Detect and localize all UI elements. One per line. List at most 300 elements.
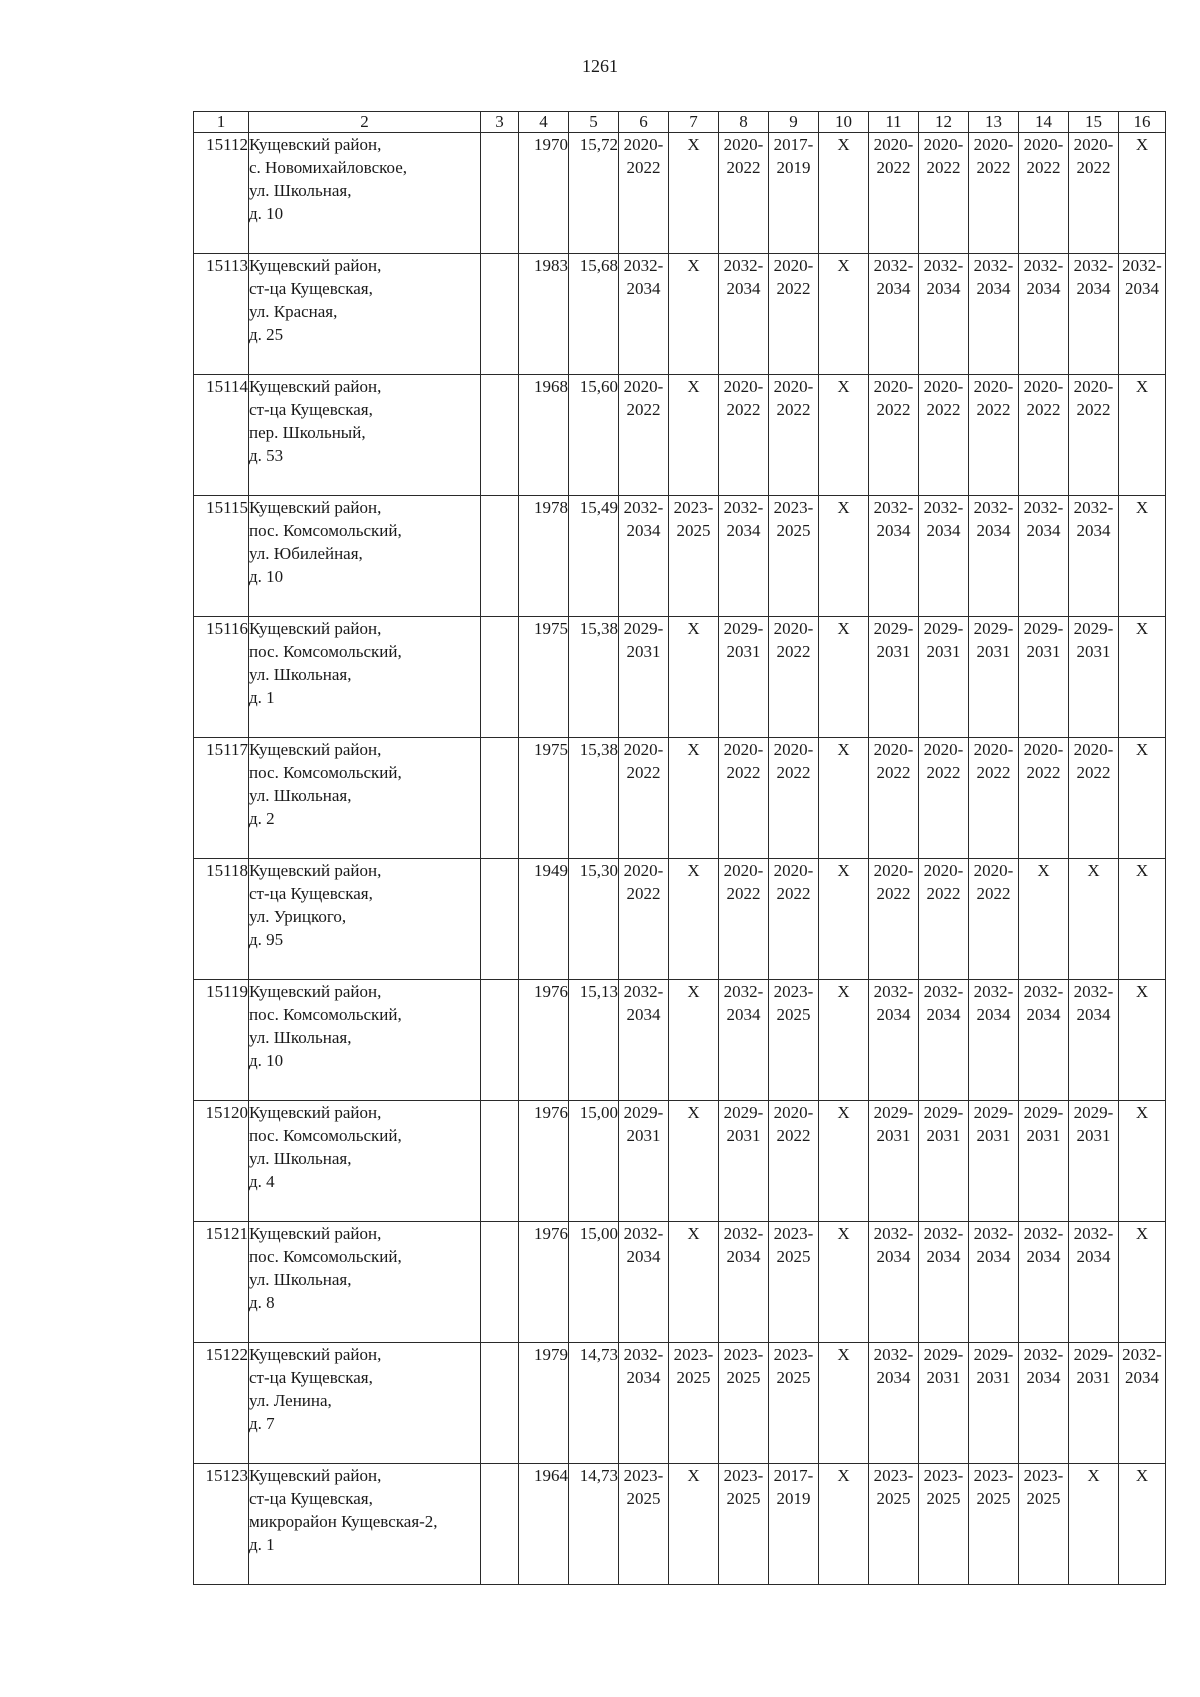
period-part: 2020-: [773, 619, 814, 638]
period-part: 2034: [976, 279, 1011, 298]
period-cell-col11: [869, 375, 919, 496]
period-part: 2020-: [973, 135, 1014, 154]
period-part: X: [1087, 861, 1100, 880]
col3-cell: [481, 496, 519, 617]
period-part: X: [1135, 1224, 1149, 1243]
value-cell: 15,00: [569, 1222, 619, 1343]
address-line: ул. Красная,: [249, 302, 338, 321]
period-part: 2019: [776, 1489, 811, 1508]
address-cell: [249, 1343, 481, 1464]
address-line: д. 7: [249, 1414, 275, 1433]
period-cell-col16: [1119, 375, 1166, 496]
period-part: 2020-: [1023, 135, 1064, 154]
period-cell-col16: [1119, 254, 1166, 375]
value-cell: 15,30: [569, 859, 619, 980]
period-part: 2025: [776, 1247, 811, 1266]
period-part: 2032-: [623, 1345, 664, 1364]
period-cell-col9: [769, 617, 819, 738]
row-number: 15119: [194, 980, 249, 1101]
period-part: 2023-: [1023, 1466, 1064, 1485]
period-cell-col12: [919, 254, 969, 375]
period-cell-col7: [669, 1464, 719, 1585]
row-number: 15113: [194, 254, 249, 375]
period-cell-col6: [619, 1222, 669, 1343]
value-cell: 15,13: [569, 980, 619, 1101]
period-part: 2022: [926, 158, 961, 177]
address-cell: [249, 375, 481, 496]
period-part: X: [837, 377, 850, 396]
period-cell-col10: [819, 1464, 869, 1585]
address-cell: [249, 1464, 481, 1585]
period-part: X: [687, 619, 700, 638]
period-part: 2023-: [723, 1345, 764, 1364]
period-part: 2020-: [723, 377, 764, 396]
period-cell-col10: [819, 254, 869, 375]
address-line: д. 4: [249, 1172, 275, 1191]
period-part: 2022: [976, 400, 1011, 419]
period-part: 2023-: [923, 1466, 964, 1485]
year-cell: 1975: [519, 738, 569, 859]
period-cell-col8: [719, 1464, 769, 1585]
period-part: 2022: [626, 763, 661, 782]
period-cell-col15: [1069, 254, 1119, 375]
period-part: 2031: [1076, 1126, 1111, 1145]
col3-cell: [481, 980, 519, 1101]
period-part: X: [837, 1224, 850, 1243]
period-part: 2022: [626, 884, 661, 903]
period-part: 2025: [726, 1368, 761, 1387]
period-cell-col14: [1019, 375, 1069, 496]
year-cell: 1979: [519, 1343, 569, 1464]
period-cell-col7: [669, 375, 719, 496]
period-cell-col6: [619, 1343, 669, 1464]
period-part: 2029-: [1073, 1103, 1114, 1122]
period-part: 2022: [876, 400, 911, 419]
period-part: 2034: [876, 1247, 911, 1266]
period-part: 2022: [976, 158, 1011, 177]
table-row: [194, 980, 1166, 1101]
period-part: 2022: [776, 279, 811, 298]
address-line: Кущевский район,: [249, 498, 382, 517]
period-part: X: [837, 1345, 850, 1364]
period-cell-col6: [619, 254, 669, 375]
period-cell-col16: [1119, 496, 1166, 617]
period-cell-col7: [669, 496, 719, 617]
period-part: 2023-: [773, 982, 814, 1001]
period-part: 2032-: [1023, 498, 1064, 517]
address-line: Кущевский район,: [249, 1103, 382, 1122]
period-cell-col9: [769, 1222, 819, 1343]
period-cell-col12: [919, 1101, 969, 1222]
period-cell-col12: [919, 980, 969, 1101]
period-cell-col12: [919, 617, 969, 738]
period-cell-col11: [869, 859, 919, 980]
period-cell-col8: [719, 859, 769, 980]
table-body: [194, 133, 1166, 1585]
period-part: 2032-: [873, 1345, 914, 1364]
period-part: 2034: [1125, 279, 1159, 298]
value-cell: 15,68: [569, 254, 619, 375]
period-cell-col13: [969, 617, 1019, 738]
period-part: 2032-: [623, 1224, 664, 1243]
period-part: 2034: [626, 1005, 661, 1024]
period-part: 2034: [926, 1247, 961, 1266]
period-part: 2032-: [1073, 498, 1114, 517]
period-part: 2032-: [1073, 982, 1114, 1001]
period-cell-col7: [669, 617, 719, 738]
period-cell-col15: [1069, 496, 1119, 617]
address-line: ул. Урицкого,: [249, 907, 347, 926]
period-cell-col6: [619, 496, 669, 617]
period-part: 2032-: [973, 1224, 1014, 1243]
period-part: 2031: [1026, 1126, 1061, 1145]
period-part: X: [687, 740, 700, 759]
period-cell-col14: [1019, 1464, 1069, 1585]
period-cell-col10: [819, 738, 869, 859]
year-cell: 1975: [519, 617, 569, 738]
address-line: д. 2: [249, 809, 275, 828]
period-cell-col16: [1119, 1343, 1166, 1464]
period-cell-col13: [969, 254, 1019, 375]
period-cell-col6: [619, 980, 669, 1101]
period-part: 2020-: [773, 256, 814, 275]
col3-cell: [481, 617, 519, 738]
period-part: 2020-: [873, 377, 914, 396]
period-part: 2022: [726, 884, 761, 903]
column-header-13: 13: [969, 112, 1019, 133]
address-line: ст-ца Кущевская,: [249, 279, 373, 298]
period-cell-col8: [719, 375, 769, 496]
col3-cell: [481, 254, 519, 375]
address-line: ул. Школьная,: [249, 1028, 352, 1047]
period-part: 2029-: [623, 1103, 664, 1122]
period-part: 2032-: [873, 498, 914, 517]
period-part: X: [837, 1466, 850, 1485]
period-part: 2032-: [873, 982, 914, 1001]
year-cell: 1983: [519, 254, 569, 375]
period-part: 2034: [1026, 1368, 1061, 1387]
address-cell: [249, 496, 481, 617]
period-part: 2034: [626, 1368, 661, 1387]
period-part: 2020-: [723, 740, 764, 759]
period-cell-col16: [1119, 980, 1166, 1101]
col3-cell: [481, 1343, 519, 1464]
period-part: 2032-: [923, 1224, 964, 1243]
column-header-8: 8: [719, 112, 769, 133]
period-cell-col16: [1119, 859, 1166, 980]
period-cell-col8: [719, 1222, 769, 1343]
page-number: 1261: [582, 56, 618, 76]
address-cell: [249, 859, 481, 980]
period-part: 2029-: [923, 1345, 964, 1364]
period-cell-col8: [719, 496, 769, 617]
period-cell-col15: [1069, 859, 1119, 980]
period-part: 2020-: [923, 377, 964, 396]
year-cell: 1976: [519, 1101, 569, 1222]
row-number: 15116: [194, 617, 249, 738]
period-part: X: [687, 1224, 700, 1243]
address-line: Кущевский район,: [249, 619, 382, 638]
address-line: ст-ца Кущевская,: [249, 884, 373, 903]
address-line: микрорайон Кущевская-2,: [249, 1512, 438, 1531]
period-part: 2032-: [873, 1224, 914, 1243]
period-part: 2031: [1026, 642, 1061, 661]
period-part: 2029-: [1073, 1345, 1114, 1364]
period-cell-col10: [819, 375, 869, 496]
period-part: 2022: [926, 884, 961, 903]
period-part: 2031: [1076, 1368, 1111, 1387]
address-line: ул. Школьная,: [249, 786, 352, 805]
period-cell-col6: [619, 133, 669, 254]
address-line: ул. Юбилейная,: [249, 544, 363, 563]
period-part: 2020-: [1023, 740, 1064, 759]
period-part: 2031: [876, 642, 911, 661]
period-cell-col14: [1019, 980, 1069, 1101]
period-part: 2031: [976, 1368, 1011, 1387]
address-line: ст-ца Кущевская,: [249, 1368, 373, 1387]
period-part: 2031: [726, 642, 761, 661]
period-part: X: [1135, 1103, 1149, 1122]
period-part: 2032-: [623, 256, 664, 275]
period-part: 2034: [976, 1005, 1011, 1024]
value-cell: 15,38: [569, 738, 619, 859]
period-part: 2034: [1026, 1247, 1061, 1266]
address-cell: [249, 1101, 481, 1222]
period-part: 2020-: [873, 135, 914, 154]
period-part: 2025: [926, 1489, 961, 1508]
period-part: 2029-: [973, 1103, 1014, 1122]
period-part: 2034: [1026, 521, 1061, 540]
period-part: 2029-: [1023, 619, 1064, 638]
period-part: 2032-: [1023, 1224, 1064, 1243]
period-cell-col8: [719, 1101, 769, 1222]
period-part: X: [1135, 740, 1149, 759]
period-part: 2029-: [973, 1345, 1014, 1364]
table-row: [194, 375, 1166, 496]
period-part: 2034: [1026, 1005, 1061, 1024]
period-part: 2034: [926, 279, 961, 298]
address-line: д. 10: [249, 204, 284, 223]
address-line: д. 53: [249, 446, 284, 465]
year-cell: 1978: [519, 496, 569, 617]
period-part: X: [1135, 498, 1149, 517]
col3-cell: [481, 859, 519, 980]
period-part: 2017-: [773, 135, 814, 154]
period-cell-col15: [1069, 1464, 1119, 1585]
period-part: X: [837, 498, 850, 517]
address-line: пос. Комсомольский,: [249, 642, 402, 661]
address-cell: [249, 254, 481, 375]
registry-table: [193, 111, 1166, 1585]
period-part: 2034: [726, 1247, 761, 1266]
address-line: ул. Школьная,: [249, 181, 352, 200]
period-part: X: [1135, 135, 1149, 154]
address-line: д. 95: [249, 930, 284, 949]
period-part: 2034: [626, 279, 661, 298]
period-cell-col7: [669, 738, 719, 859]
period-part: 2020-: [873, 861, 914, 880]
period-cell-col11: [869, 1343, 919, 1464]
period-part: X: [837, 619, 850, 638]
period-cell-col14: [1019, 254, 1069, 375]
period-part: 2025: [776, 1005, 811, 1024]
period-part: 2022: [1076, 400, 1111, 419]
column-header-9: 9: [769, 112, 819, 133]
address-line: ст-ца Кущевская,: [249, 400, 373, 419]
period-part: 2032-: [923, 498, 964, 517]
period-part: 2034: [626, 521, 661, 540]
period-part: 2025: [776, 1368, 811, 1387]
period-part: 2023-: [723, 1466, 764, 1485]
period-part: X: [837, 256, 850, 275]
row-number: 15114: [194, 375, 249, 496]
period-part: 2034: [876, 279, 911, 298]
period-part: X: [687, 135, 700, 154]
period-part: 2020-: [923, 135, 964, 154]
period-cell-col6: [619, 375, 669, 496]
period-part: 2020-: [773, 740, 814, 759]
period-part: 2032-: [723, 982, 764, 1001]
address-line: д. 1: [249, 688, 275, 707]
period-cell-col8: [719, 133, 769, 254]
table-row: [194, 617, 1166, 738]
period-cell-col6: [619, 859, 669, 980]
period-cell-col6: [619, 1464, 669, 1585]
col3-cell: [481, 738, 519, 859]
period-cell-col11: [869, 617, 919, 738]
row-number: 15122: [194, 1343, 249, 1464]
address-cell: [249, 738, 481, 859]
period-cell-col14: [1019, 859, 1069, 980]
period-part: 2022: [1026, 158, 1061, 177]
period-cell-col12: [919, 1464, 969, 1585]
period-part: 2032-: [723, 256, 764, 275]
address-line: Кущевский район,: [249, 982, 382, 1001]
period-part: 2020-: [923, 740, 964, 759]
period-part: 2020-: [773, 861, 814, 880]
period-part: 2032-: [723, 498, 764, 517]
period-part: 2034: [726, 279, 761, 298]
address-line: ул. Школьная,: [249, 665, 352, 684]
period-part: 2025: [976, 1489, 1011, 1508]
period-part: 2031: [626, 1126, 661, 1145]
period-cell-col7: [669, 133, 719, 254]
period-part: 2034: [1076, 521, 1111, 540]
table-row: [194, 1222, 1166, 1343]
period-part: 2023-: [873, 1466, 914, 1485]
address-line: д. 10: [249, 1051, 284, 1070]
period-part: 2034: [976, 1247, 1011, 1266]
period-cell-col8: [719, 254, 769, 375]
period-cell-col13: [969, 1464, 1019, 1585]
period-part: 2022: [876, 763, 911, 782]
period-part: 2031: [926, 1368, 961, 1387]
value-cell: 15,00: [569, 1101, 619, 1222]
period-cell-col13: [969, 133, 1019, 254]
period-cell-col6: [619, 617, 669, 738]
period-part: X: [1135, 377, 1149, 396]
period-cell-col11: [869, 496, 919, 617]
table-row: [194, 1101, 1166, 1222]
period-part: 2032-: [1122, 256, 1162, 275]
address-line: д. 10: [249, 567, 284, 586]
period-cell-col11: [869, 254, 919, 375]
period-part: 2034: [626, 1247, 661, 1266]
period-part: X: [837, 861, 850, 880]
address-line: ул. Школьная,: [249, 1149, 352, 1168]
period-part: 2020-: [873, 740, 914, 759]
period-part: 2022: [976, 763, 1011, 782]
period-part: 2020-: [623, 377, 664, 396]
row-number: 15120: [194, 1101, 249, 1222]
row-number: 15118: [194, 859, 249, 980]
address-cell: [249, 1222, 481, 1343]
period-part: 2023-: [623, 1466, 664, 1485]
period-cell-col10: [819, 980, 869, 1101]
period-cell-col12: [919, 133, 969, 254]
period-cell-col9: [769, 859, 819, 980]
period-cell-col13: [969, 1343, 1019, 1464]
period-cell-col8: [719, 1343, 769, 1464]
year-cell: 1976: [519, 980, 569, 1101]
address-line: д. 25: [249, 325, 284, 344]
period-cell-col15: [1069, 1222, 1119, 1343]
period-part: 2032-: [623, 982, 664, 1001]
period-part: 2031: [626, 642, 661, 661]
period-cell-col13: [969, 738, 1019, 859]
period-part: X: [687, 1466, 700, 1485]
period-part: 2020-: [1073, 377, 1114, 396]
period-part: 2020-: [623, 861, 664, 880]
address-cell: [249, 617, 481, 738]
period-part: 2022: [1076, 763, 1111, 782]
value-cell: 15,38: [569, 617, 619, 738]
address-line: ул. Школьная,: [249, 1270, 352, 1289]
period-cell-col14: [1019, 617, 1069, 738]
period-cell-col13: [969, 980, 1019, 1101]
col3-cell: [481, 1464, 519, 1585]
column-header-10: 10: [819, 112, 869, 133]
period-part: 2022: [726, 763, 761, 782]
period-cell-col14: [1019, 1101, 1069, 1222]
period-part: 2022: [776, 763, 811, 782]
table-header: [194, 112, 1166, 133]
year-cell: 1949: [519, 859, 569, 980]
address-line: д. 8: [249, 1293, 275, 1312]
period-part: 2032-: [723, 1224, 764, 1243]
address-line: Кущевский район,: [249, 135, 382, 154]
period-part: X: [687, 256, 700, 275]
period-part: 2020-: [623, 740, 664, 759]
value-cell: 14,73: [569, 1343, 619, 1464]
period-part: 2023-: [673, 498, 714, 517]
period-cell-col15: [1069, 1101, 1119, 1222]
period-part: 2025: [726, 1489, 761, 1508]
period-part: 2025: [776, 521, 811, 540]
period-cell-col12: [919, 1343, 969, 1464]
period-part: 2031: [976, 1126, 1011, 1145]
row-number: 15121: [194, 1222, 249, 1343]
column-header-5: 5: [569, 112, 619, 133]
period-part: 2034: [1076, 1247, 1111, 1266]
period-part: 2020-: [973, 377, 1014, 396]
period-part: 2020-: [773, 1103, 814, 1122]
period-part: 2022: [626, 158, 661, 177]
period-part: 2029-: [1073, 619, 1114, 638]
period-part: 2031: [1076, 642, 1111, 661]
period-cell-col14: [1019, 496, 1069, 617]
period-part: 2020-: [623, 135, 664, 154]
